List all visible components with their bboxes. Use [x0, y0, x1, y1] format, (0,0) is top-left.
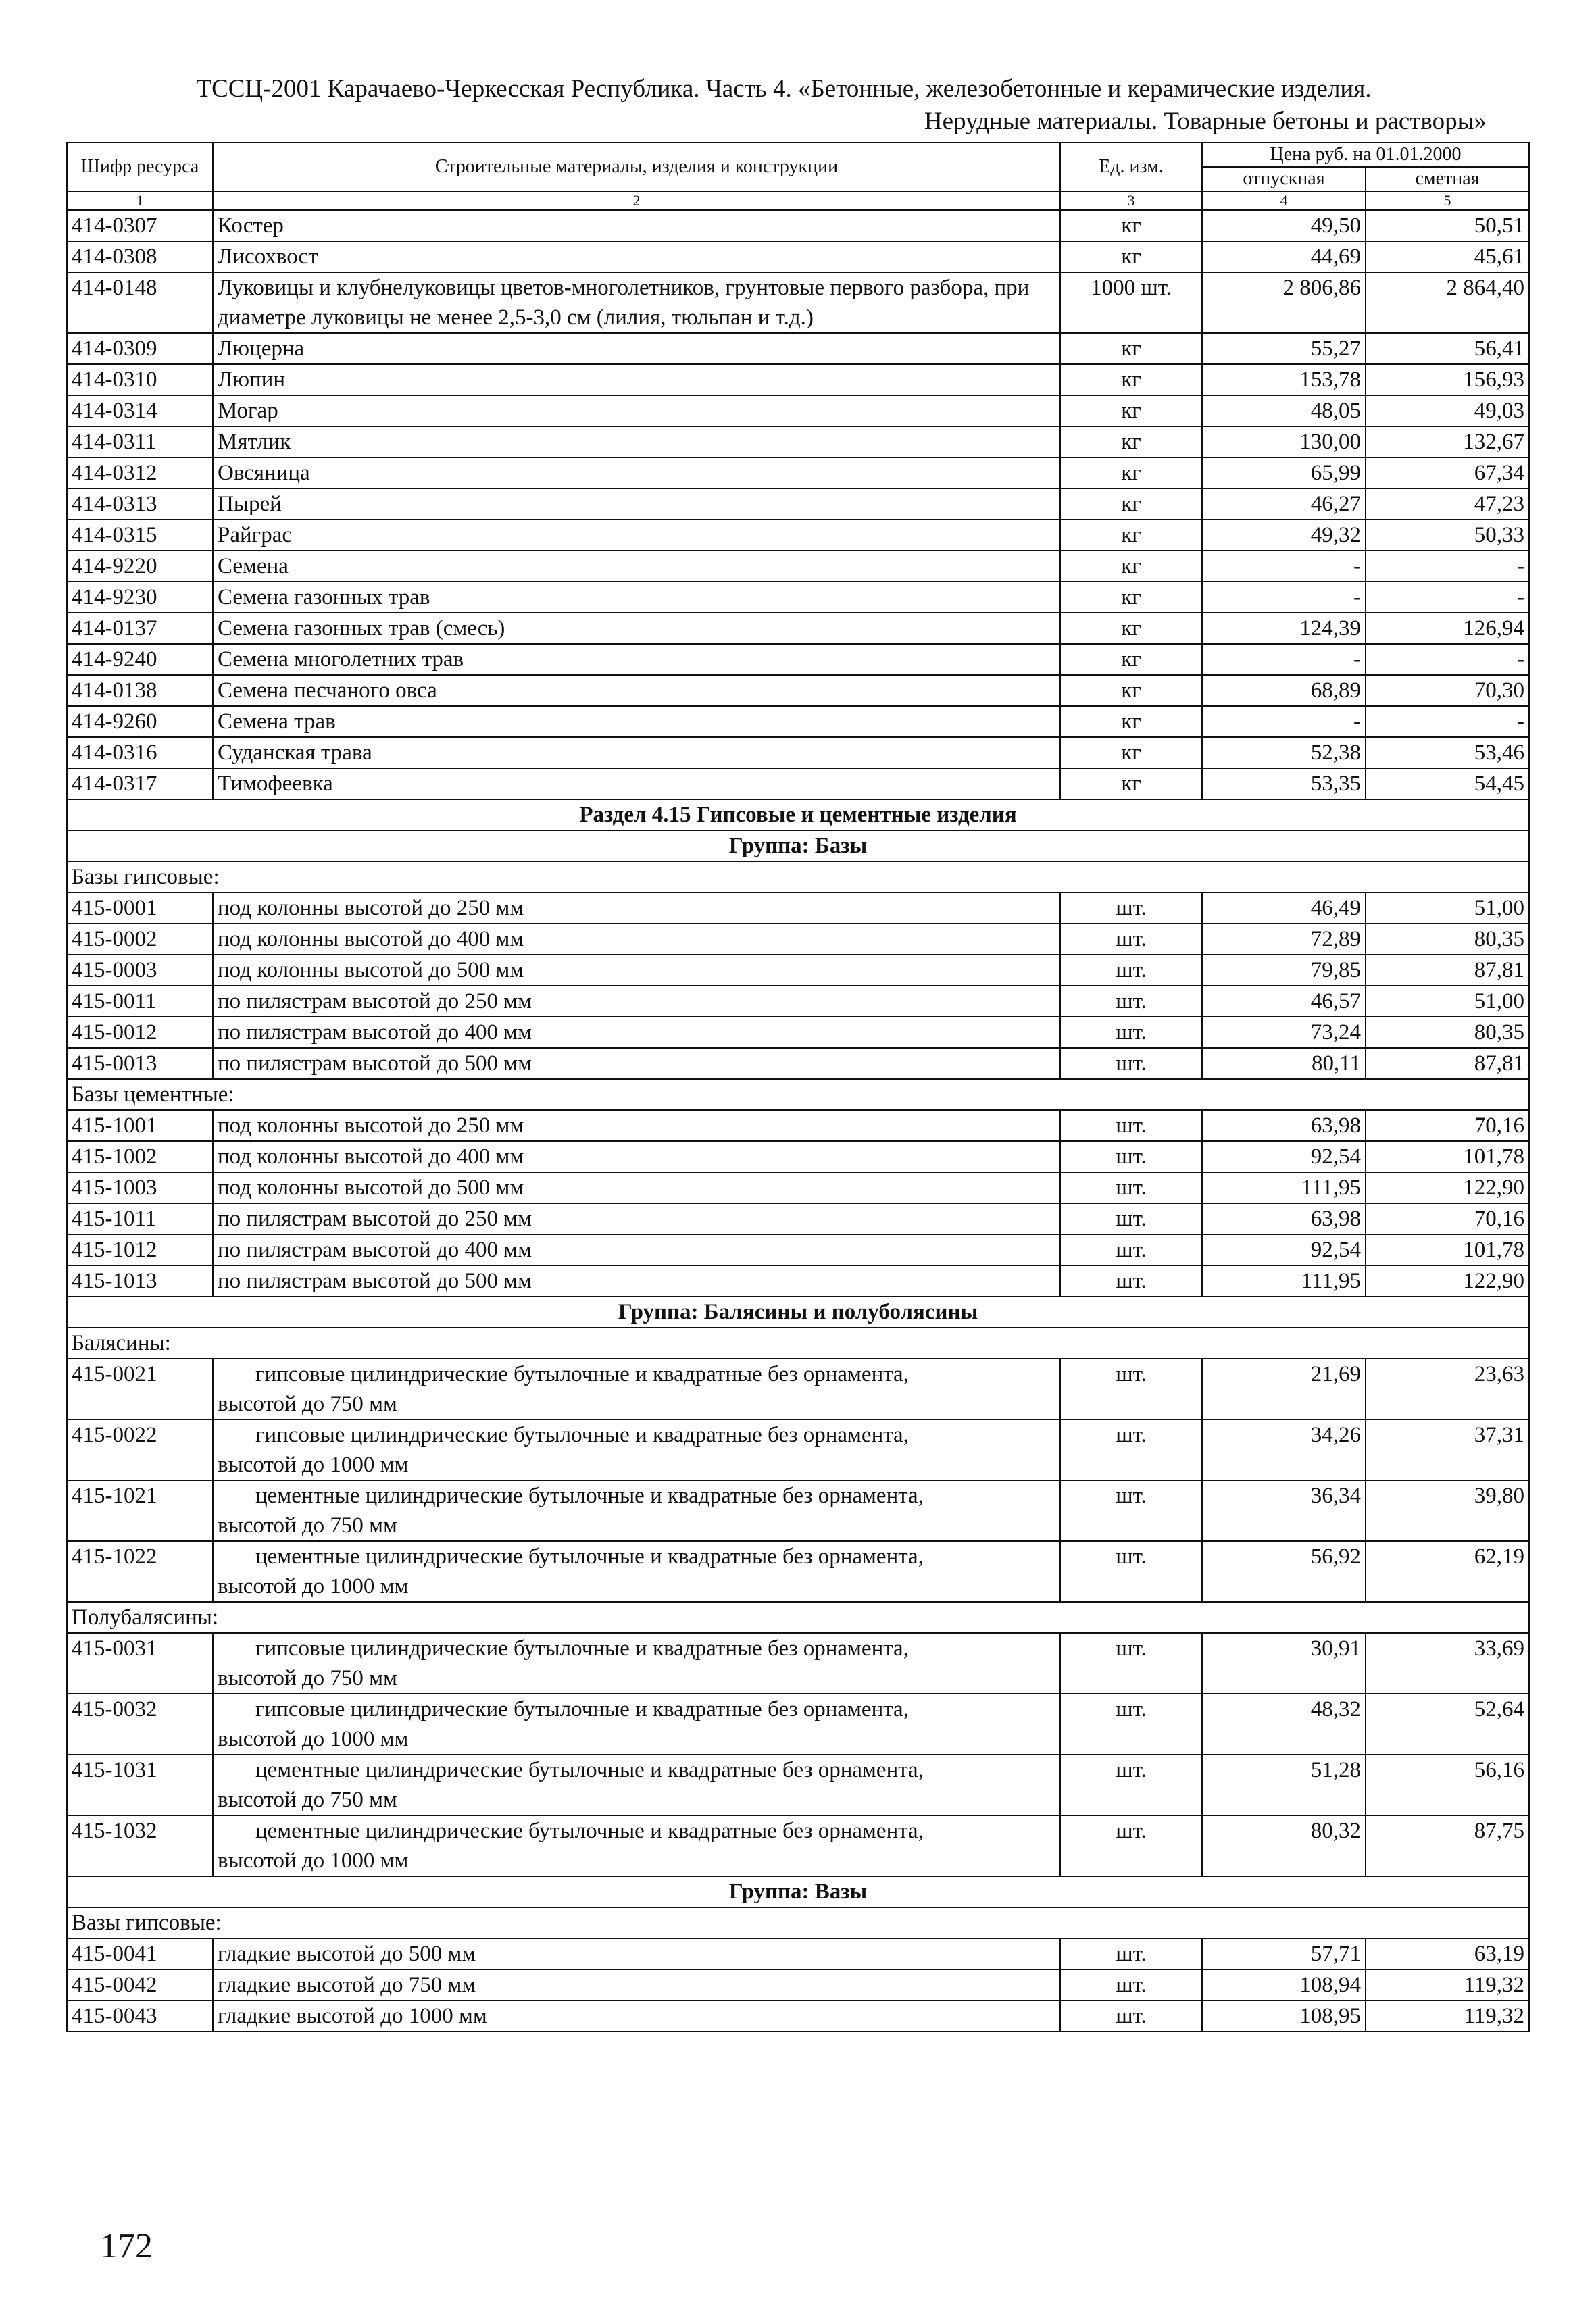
material-name: гладкие высотой до 500 мм — [213, 1938, 1060, 1969]
estimate-price: 87,75 — [1366, 1815, 1529, 1876]
material-name-line2: высотой до 1000 мм — [218, 1453, 409, 1477]
material-name: по пилястрам высотой до 250 мм — [213, 986, 1060, 1017]
resource-code: 415-0042 — [67, 1969, 213, 2001]
estimate-price: 70,16 — [1366, 1203, 1529, 1234]
estimate-price: 53,46 — [1366, 737, 1529, 768]
material-name: под колонны высотой до 500 мм — [213, 1172, 1060, 1203]
release-price: 21,69 — [1202, 1359, 1366, 1419]
unit-cell: шт. — [1060, 1419, 1202, 1480]
group-title-row — [67, 830, 1529, 861]
col-header-unit: Ед. изм. — [1060, 143, 1202, 191]
table-row — [67, 551, 1529, 582]
unit-cell: шт. — [1060, 1480, 1202, 1541]
estimate-price: 80,35 — [1366, 924, 1529, 955]
release-price: 48,05 — [1202, 395, 1366, 426]
unit-cell: кг — [1060, 395, 1202, 426]
resource-code: 415-1013 — [67, 1265, 213, 1297]
release-price: 73,24 — [1202, 1017, 1366, 1048]
subgroup-label: Балясины: — [67, 1328, 1529, 1359]
table-row — [67, 1541, 1529, 1602]
release-price: 34,26 — [1202, 1419, 1366, 1480]
material-name: Лисохвост — [213, 241, 1060, 272]
col-header-release: отпускная — [1202, 167, 1366, 191]
estimate-price: 132,67 — [1366, 426, 1529, 457]
estimate-price: 45,61 — [1366, 241, 1529, 272]
table-row — [67, 457, 1529, 488]
document-header-line1: ТССЦ-2001 Карачаево-Черкесская Республика. Часть 4. «Бетонные, железобетонные и керамические изделия. — [196, 75, 1372, 103]
release-price: 63,98 — [1202, 1110, 1366, 1141]
table-row — [67, 1141, 1529, 1172]
resource-code: 415-0043 — [67, 2001, 213, 2032]
material-name-line1: гипсовые цилиндрические бутылочные и квадратные без орнамента, — [255, 1423, 909, 1447]
material-name: Суданская трава — [213, 737, 1060, 768]
material-name-line1: цементные цилиндрические бутылочные и квадратные без орнамента, — [255, 1758, 924, 1782]
subgroup-label: Базы гипсовые: — [67, 861, 1529, 892]
material-name: по пилястрам высотой до 400 мм — [213, 1017, 1060, 1048]
estimate-price: 62,19 — [1366, 1541, 1529, 1602]
subgroup-label-row — [67, 1328, 1529, 1359]
estimate-price: 51,00 — [1366, 986, 1529, 1017]
subgroup-label: Полубалясины: — [67, 1602, 1529, 1633]
material-name: Райграс — [213, 520, 1060, 551]
table-row — [67, 924, 1529, 955]
estimate-price: 49,03 — [1366, 395, 1529, 426]
subgroup-label-row — [67, 1602, 1529, 1633]
group-title: Группа: Вазы — [67, 1876, 1529, 1907]
unit-cell: шт. — [1060, 1141, 1202, 1172]
release-price: 80,11 — [1202, 1048, 1366, 1079]
unit-cell: шт. — [1060, 955, 1202, 986]
resource-code: 415-0011 — [67, 986, 213, 1017]
col-header-code: Шифр ресурса — [67, 143, 213, 191]
material-name: под колонны высотой до 400 мм — [213, 1141, 1060, 1172]
material-name: Мятлик — [213, 426, 1060, 457]
estimate-price: - — [1366, 582, 1529, 613]
material-name: Семена газонных трав (смесь) — [213, 613, 1060, 644]
unit-cell: кг — [1060, 364, 1202, 395]
estimate-price: - — [1366, 551, 1529, 582]
table-row — [67, 892, 1529, 924]
estimate-price: 2 864,40 — [1366, 272, 1529, 333]
estimate-price: 50,33 — [1366, 520, 1529, 551]
table-row — [67, 520, 1529, 551]
material-name-line1: цементные цилиндрические бутылочные и квадратные без орнамента, — [255, 1484, 924, 1508]
material-name: под колонны высотой до 250 мм — [213, 892, 1060, 924]
estimate-price: - — [1366, 644, 1529, 675]
estimate-price: 54,45 — [1366, 768, 1529, 799]
table-row — [67, 2001, 1529, 2032]
table-row — [67, 613, 1529, 644]
estimate-price: 70,16 — [1366, 1110, 1529, 1141]
estimate-price: 67,34 — [1366, 457, 1529, 488]
unit-cell: шт. — [1060, 924, 1202, 955]
subgroup-label: Базы цементные: — [67, 1079, 1529, 1110]
resource-code: 415-1003 — [67, 1172, 213, 1203]
subgroup-label-row — [67, 1907, 1529, 1938]
material-name-line1: цементные цилиндрические бутылочные и квадратные без орнамента, — [255, 1819, 924, 1843]
table-row — [67, 1203, 1529, 1234]
material-name: по пилястрам высотой до 400 мм — [213, 1234, 1060, 1265]
material-name — [213, 1694, 1060, 1755]
table-row — [67, 395, 1529, 426]
material-name: Тимофеевка — [213, 768, 1060, 799]
col-number-2: 2 — [213, 191, 1060, 210]
resource-code: 415-1021 — [67, 1480, 213, 1541]
release-price: 49,50 — [1202, 210, 1366, 241]
resource-code: 415-0002 — [67, 924, 213, 955]
table-row — [67, 768, 1529, 799]
resource-code: 415-0022 — [67, 1419, 213, 1480]
material-name: Люцерна — [213, 333, 1060, 364]
table-row — [67, 737, 1529, 768]
resource-code: 414-0314 — [67, 395, 213, 426]
estimate-price: 23,63 — [1366, 1359, 1529, 1419]
material-name — [213, 1359, 1060, 1419]
material-name: Семена — [213, 551, 1060, 582]
unit-cell: кг — [1060, 768, 1202, 799]
material-name — [213, 1815, 1060, 1876]
col-number-4: 4 — [1202, 191, 1366, 210]
estimate-price: 56,16 — [1366, 1755, 1529, 1815]
material-name-line1: цементные цилиндрические бутылочные и квадратные без орнамента, — [255, 1544, 924, 1569]
material-name: Люпин — [213, 364, 1060, 395]
material-name: гладкие высотой до 1000 мм — [213, 2001, 1060, 2032]
release-price: - — [1202, 706, 1366, 737]
table-row — [67, 675, 1529, 706]
release-price: 49,32 — [1202, 520, 1366, 551]
unit-cell: кг — [1060, 613, 1202, 644]
col-header-name: Строительные материалы, изделия и конструкции — [213, 143, 1060, 191]
table-row — [67, 644, 1529, 675]
group-title-row — [67, 1297, 1529, 1328]
column-number-row — [67, 191, 1529, 210]
section-title: Раздел 4.15 Гипсовые и цементные изделия — [67, 799, 1529, 830]
subgroup-label-row — [67, 1079, 1529, 1110]
resource-code: 414-0308 — [67, 241, 213, 272]
table-row — [67, 1633, 1529, 1694]
release-price: 2 806,86 — [1202, 272, 1366, 333]
table-row — [67, 1969, 1529, 2001]
group-title: Группа: Базы — [67, 830, 1529, 861]
release-price: 79,85 — [1202, 955, 1366, 986]
unit-cell: шт. — [1060, 1048, 1202, 1079]
material-name-line2: высотой до 1000 мм — [218, 1574, 409, 1599]
release-price: 72,89 — [1202, 924, 1366, 955]
group-title: Группа: Балясины и полуболясины — [67, 1297, 1529, 1328]
release-price: - — [1202, 582, 1366, 613]
resource-code: 415-1022 — [67, 1541, 213, 1602]
material-name: по пилястрам высотой до 250 мм — [213, 1203, 1060, 1234]
resource-code: 414-0137 — [67, 613, 213, 644]
resource-code: 415-0013 — [67, 1048, 213, 1079]
material-name-line2: высотой до 1000 мм — [218, 1848, 409, 1873]
col-header-price: Цена руб. на 01.01.2000 — [1202, 143, 1529, 167]
resource-code: 415-0041 — [67, 1938, 213, 1969]
unit-cell: кг — [1060, 333, 1202, 364]
estimate-price: 80,35 — [1366, 1017, 1529, 1048]
material-name — [213, 1755, 1060, 1815]
estimate-price: 56,41 — [1366, 333, 1529, 364]
material-name-line2: высотой до 750 мм — [218, 1788, 397, 1812]
material-name-line2: высотой до 750 мм — [218, 1513, 397, 1538]
resource-code: 414-0309 — [67, 333, 213, 364]
table-row — [67, 1815, 1529, 1876]
resource-code: 414-9220 — [67, 551, 213, 582]
release-price: 57,71 — [1202, 1938, 1366, 1969]
unit-cell: шт. — [1060, 1938, 1202, 1969]
release-price: 48,32 — [1202, 1694, 1366, 1755]
table-row — [67, 1048, 1529, 1079]
material-name: под колонны высотой до 400 мм — [213, 924, 1060, 955]
resource-code: 414-0138 — [67, 675, 213, 706]
resource-code: 415-1031 — [67, 1755, 213, 1815]
unit-cell: шт. — [1060, 1755, 1202, 1815]
price-table — [66, 142, 1530, 2032]
resource-code: 414-0316 — [67, 737, 213, 768]
resource-code: 415-0031 — [67, 1633, 213, 1694]
unit-cell: кг — [1060, 488, 1202, 520]
release-price: 92,54 — [1202, 1234, 1366, 1265]
table-row — [67, 210, 1529, 241]
material-name: Костер — [213, 210, 1060, 241]
resource-code: 415-0001 — [67, 892, 213, 924]
unit-cell: кг — [1060, 210, 1202, 241]
table-row — [67, 1755, 1529, 1815]
material-name: гладкие высотой до 750 мм — [213, 1969, 1060, 2001]
material-name: под колонны высотой до 500 мм — [213, 955, 1060, 986]
material-name: под колонны высотой до 250 мм — [213, 1110, 1060, 1141]
resource-code: 414-0307 — [67, 210, 213, 241]
resource-code: 415-1011 — [67, 1203, 213, 1234]
col-number-5: 5 — [1366, 191, 1529, 210]
estimate-price: - — [1366, 706, 1529, 737]
material-name: Овсяница — [213, 457, 1060, 488]
material-name — [213, 1419, 1060, 1480]
material-name-line1: гипсовые цилиндрические бутылочные и квадратные без орнамента, — [255, 1362, 909, 1386]
release-price: 30,91 — [1202, 1633, 1366, 1694]
release-price: 36,34 — [1202, 1480, 1366, 1541]
col-number-3: 3 — [1060, 191, 1202, 210]
table-row — [67, 426, 1529, 457]
subgroup-label-row — [67, 861, 1529, 892]
release-price: 51,28 — [1202, 1755, 1366, 1815]
material-name-line1: гипсовые цилиндрические бутылочные и квадратные без орнамента, — [255, 1697, 909, 1721]
resource-code: 414-0313 — [67, 488, 213, 520]
release-price: 46,49 — [1202, 892, 1366, 924]
resource-code: 414-0317 — [67, 768, 213, 799]
unit-cell: кг — [1060, 582, 1202, 613]
resource-code: 414-9230 — [67, 582, 213, 613]
estimate-price: 47,23 — [1366, 488, 1529, 520]
resource-code: 415-1002 — [67, 1141, 213, 1172]
table-row — [67, 986, 1529, 1017]
estimate-price: 37,31 — [1366, 1419, 1529, 1480]
unit-cell: шт. — [1060, 1265, 1202, 1297]
material-name: Могар — [213, 395, 1060, 426]
estimate-price: 126,94 — [1366, 613, 1529, 644]
resource-code: 414-9260 — [67, 706, 213, 737]
estimate-price: 33,69 — [1366, 1633, 1529, 1694]
table-row — [67, 582, 1529, 613]
material-name: по пилястрам высотой до 500 мм — [213, 1265, 1060, 1297]
release-price: 53,35 — [1202, 768, 1366, 799]
table-row — [67, 241, 1529, 272]
unit-cell: шт. — [1060, 892, 1202, 924]
material-name — [213, 1633, 1060, 1694]
unit-cell: кг — [1060, 241, 1202, 272]
unit-cell: шт. — [1060, 1203, 1202, 1234]
unit-cell: шт. — [1060, 1541, 1202, 1602]
document-header-line2: Нерудные материалы. Товарные бетоны и растворы» — [924, 107, 1487, 135]
material-name: Семена песчаного овса — [213, 675, 1060, 706]
release-price: 46,27 — [1202, 488, 1366, 520]
estimate-price: 87,81 — [1366, 1048, 1529, 1079]
table-row — [67, 364, 1529, 395]
material-name-line2: высотой до 750 мм — [218, 1666, 397, 1690]
unit-cell: шт. — [1060, 1359, 1202, 1419]
release-price: 44,69 — [1202, 241, 1366, 272]
unit-cell: 1000 шт. — [1060, 272, 1202, 333]
resource-code: 415-0003 — [67, 955, 213, 986]
unit-cell: шт. — [1060, 986, 1202, 1017]
release-price: 153,78 — [1202, 364, 1366, 395]
table-row — [67, 333, 1529, 364]
material-name: по пилястрам высотой до 500 мм — [213, 1048, 1060, 1079]
table-row — [67, 1172, 1529, 1203]
unit-cell: шт. — [1060, 1969, 1202, 2001]
material-name — [213, 1541, 1060, 1602]
unit-cell: шт. — [1060, 1694, 1202, 1755]
table-row — [67, 488, 1529, 520]
estimate-price: 156,93 — [1366, 364, 1529, 395]
release-price: 55,27 — [1202, 333, 1366, 364]
table-row — [67, 1017, 1529, 1048]
table-header-row — [67, 143, 1529, 167]
resource-code: 414-0310 — [67, 364, 213, 395]
resource-code: 414-0311 — [67, 426, 213, 457]
table-row — [67, 1359, 1529, 1419]
unit-cell: кг — [1060, 644, 1202, 675]
page-number: 172 — [100, 2227, 153, 2265]
material-name: Семена газонных трав — [213, 582, 1060, 613]
unit-cell: шт. — [1060, 1234, 1202, 1265]
resource-code: 414-9240 — [67, 644, 213, 675]
resource-code: 415-1001 — [67, 1110, 213, 1141]
table-row — [67, 1234, 1529, 1265]
col-header-estimate: сметная — [1366, 167, 1529, 191]
col-number-1: 1 — [67, 191, 213, 210]
estimate-price: 122,90 — [1366, 1172, 1529, 1203]
resource-code: 414-0148 — [67, 272, 213, 333]
release-price: 68,89 — [1202, 675, 1366, 706]
release-price: 108,95 — [1202, 2001, 1366, 2032]
unit-cell: шт. — [1060, 1633, 1202, 1694]
resource-code: 415-1032 — [67, 1815, 213, 1876]
estimate-price: 122,90 — [1366, 1265, 1529, 1297]
unit-cell: шт. — [1060, 1017, 1202, 1048]
estimate-price: 101,78 — [1366, 1141, 1529, 1172]
estimate-price: 87,81 — [1366, 955, 1529, 986]
release-price: 111,95 — [1202, 1265, 1366, 1297]
table-row — [67, 1480, 1529, 1541]
table-row — [67, 1419, 1529, 1480]
material-name-line2: высотой до 1000 мм — [218, 1727, 409, 1751]
release-price: 56,92 — [1202, 1541, 1366, 1602]
table-row — [67, 1265, 1529, 1297]
release-price: - — [1202, 644, 1366, 675]
estimate-price: 101,78 — [1366, 1234, 1529, 1265]
material-name: Семена трав — [213, 706, 1060, 737]
unit-cell: кг — [1060, 520, 1202, 551]
estimate-price: 51,00 — [1366, 892, 1529, 924]
table-row — [67, 706, 1529, 737]
table-row — [67, 1694, 1529, 1755]
release-price: 111,95 — [1202, 1172, 1366, 1203]
material-name-line2: высотой до 750 мм — [218, 1392, 397, 1416]
estimate-price: 63,19 — [1366, 1938, 1529, 1969]
material-name: Семена многолетних трав — [213, 644, 1060, 675]
resource-code: 415-0032 — [67, 1694, 213, 1755]
resource-code: 415-0021 — [67, 1359, 213, 1419]
estimate-price: 50,51 — [1366, 210, 1529, 241]
resource-code: 414-0315 — [67, 520, 213, 551]
unit-cell: шт. — [1060, 1110, 1202, 1141]
material-name-line1: гипсовые цилиндрические бутылочные и квадратные без орнамента, — [255, 1636, 909, 1661]
estimate-price: 70,30 — [1366, 675, 1529, 706]
unit-cell: кг — [1060, 737, 1202, 768]
table-row — [67, 1938, 1529, 1969]
unit-cell: шт. — [1060, 1172, 1202, 1203]
resource-code: 415-1012 — [67, 1234, 213, 1265]
unit-cell: кг — [1060, 706, 1202, 737]
release-price: 108,94 — [1202, 1969, 1366, 2001]
release-price: 52,38 — [1202, 737, 1366, 768]
release-price: 124,39 — [1202, 613, 1366, 644]
unit-cell: кг — [1060, 457, 1202, 488]
section-title-row — [67, 799, 1529, 830]
material-name: Пырей — [213, 488, 1060, 520]
unit-cell: кг — [1060, 426, 1202, 457]
release-price: 46,57 — [1202, 986, 1366, 1017]
release-price: 63,98 — [1202, 1203, 1366, 1234]
release-price: 130,00 — [1202, 426, 1366, 457]
unit-cell: кг — [1060, 551, 1202, 582]
resource-code: 415-0012 — [67, 1017, 213, 1048]
material-name — [213, 1480, 1060, 1541]
table-row — [67, 1110, 1529, 1141]
material-name: Луковицы и клубнелуковицы цветов-многолетников, грунтовые первого разбора, при диаметре луковицы не менее 2,5-3,0 см (лилия, тюльпан и т.д.) — [213, 272, 1060, 333]
release-price: 92,54 — [1202, 1141, 1366, 1172]
unit-cell: шт. — [1060, 2001, 1202, 2032]
unit-cell: кг — [1060, 675, 1202, 706]
release-price: 80,32 — [1202, 1815, 1366, 1876]
unit-cell: шт. — [1060, 1815, 1202, 1876]
release-price: - — [1202, 551, 1366, 582]
estimate-price: 39,80 — [1366, 1480, 1529, 1541]
release-price: 65,99 — [1202, 457, 1366, 488]
estimate-price: 119,32 — [1366, 2001, 1529, 2032]
estimate-price: 119,32 — [1366, 1969, 1529, 2001]
table-row — [67, 955, 1529, 986]
subgroup-label: Вазы гипсовые: — [67, 1907, 1529, 1938]
table-row — [67, 272, 1529, 333]
resource-code: 414-0312 — [67, 457, 213, 488]
group-title-row — [67, 1876, 1529, 1907]
estimate-price: 52,64 — [1366, 1694, 1529, 1755]
